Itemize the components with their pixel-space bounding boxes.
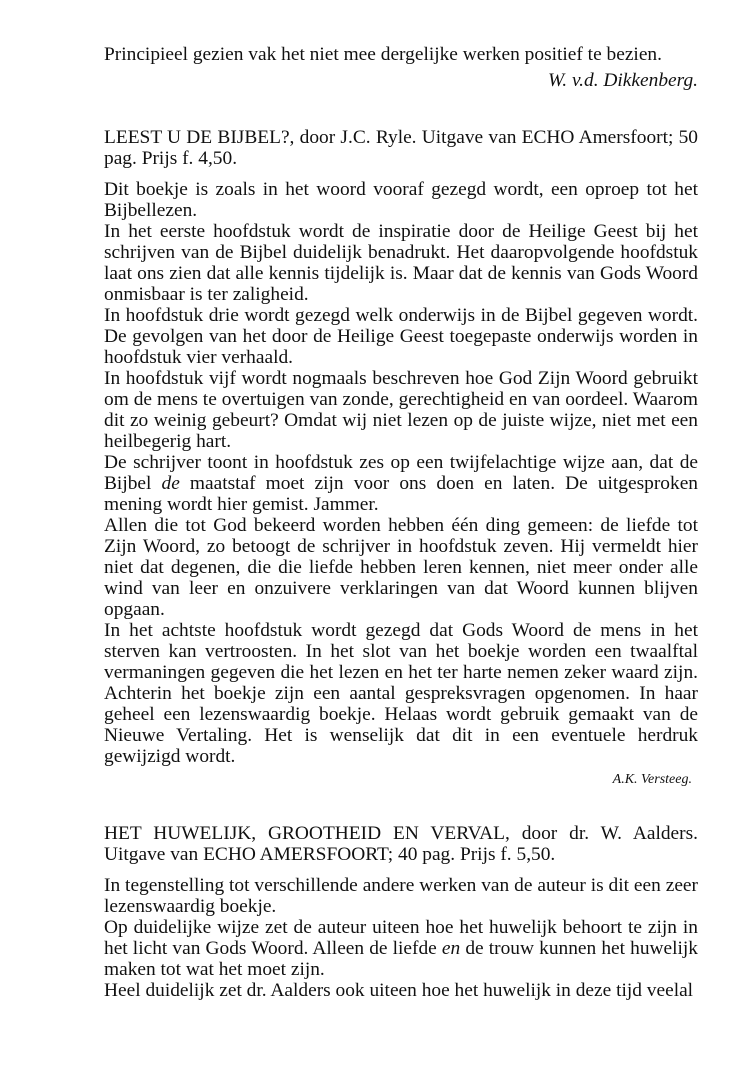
review1-body [104,179,698,767]
review2-p2-emphasis: en [441,938,461,959]
review1-paragraph-5 [104,452,698,515]
review2-body [104,875,698,1001]
review1-p5-emphasis: de [161,473,180,494]
review2-heading: HET HUWELIJK, GROOTHEID EN VERVAL, door dr. W. Aalders. Uitgave van ECHO AMERSFOORT; 40 pag. Prijs f. 5,50. [104,823,698,865]
review1-p5-after: maatstaf moet zijn voor ons doen en laten. De uitgesproken mening wordt hier gemist. Jammer. [104,473,698,515]
review1-heading: LEEST U DE BIJBEL?, door J.C. Ryle. Uitgave van ECHO Amersfoort; 50 pag. Prijs f. 4,50. [104,127,698,169]
review1-paragraph-3: In hoofdstuk drie wordt gezegd welk onderwijs in de Bijbel gegeven wordt. De gevolgen van het door de Heilige Geest toegepaste onderwijs worden in hoofdstuk vier verhaald. [104,305,698,368]
review2-paragraph-1: In tegenstelling tot verschillende andere werken van de auteur is dit een zeer lezenswaardig boekje. [104,875,698,917]
review1-p5-before: De schrijver toont in hoofdstuk zes op een twijfelachtige wijze aan, dat de Bijbel [104,452,698,494]
document-page [104,44,698,1001]
review1-paragraph-7: In het achtste hoofdstuk wordt gezegd dat Gods Woord de mens in het sterven kan vertroosten. In het slot van het boekje worden een twaalftal vermaningen gegeven die het lezen en het ter harte nemen zeker waard zijn. Achterin het boekje zijn een aantal gespreksvragen opgenomen. In haar geheel een lezenswaardig boekje. Helaas wordt gebruik gemaakt van de Nieuwe Vertaling. Het is wenselijk dat dit in een eventuele herdruk gewijzigd wordt. [104,620,698,767]
review2-p2-after: de trouw kunnen het huwelijk maken tot wat het moet zijn. [104,938,698,980]
review1-signature: A.K. Versteeg. [612,772,692,787]
review0-closing: Principieel gezien vak het niet mee dergelijke werken positief te bezien. [104,44,662,65]
review2-p2-before: Op duidelijke wijze zet de auteur uiteen hoe het huwelijk behoort te zijn in het licht van Gods Woord. Alleen de liefde [104,917,698,959]
review2-paragraph-3: Heel duidelijk zet dr. Aalders ook uiteen hoe het huwelijk in deze tijd veelal [104,980,694,1001]
review2-paragraph-2 [104,917,698,980]
review1-paragraph-1: Dit boekje is zoals in het woord vooraf gezegd wordt, een oproep tot het Bijbellezen. [104,179,698,221]
review1-paragraph-4: In hoofdstuk vijf wordt nogmaals beschreven hoe God Zijn Woord gebruikt om de mens te overtuigen van zonde, gerechtigheid en van oordeel. Waarom dit zo weinig gebeurt? Omdat wij niet lezen op de juiste wijze, niet met een heilbegerig hart. [104,368,698,452]
review0-signature: W. v.d. Dikkenberg. [547,70,698,91]
review1-paragraph-2: In het eerste hoofdstuk wordt de inspiratie door de Heilige Geest bij het schrijven van de Bijbel duidelijk benadrukt. Het daaropvolgende hoofdstuk laat ons zien dat alle kennis tijdelijk is. Maar dat de kennis van Gods Woord onmisbaar is ter zaligheid. [104,221,698,305]
review1-paragraph-6: Allen die tot God bekeerd worden hebben één ding gemeen: de liefde tot Zijn Woord, zo betoogt de schrijver in hoofdstuk zeven. Hij vermeldt hier niet dat degenen, die die liefde hebben leren kennen, niet meer onder alle wind van leer en onzuivere verklaringen van dat Woord kunnen blijven opgaan. [104,515,698,620]
